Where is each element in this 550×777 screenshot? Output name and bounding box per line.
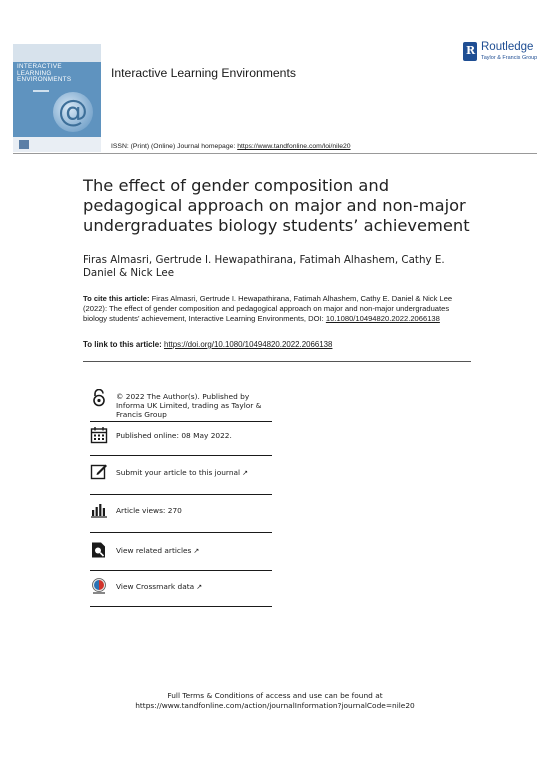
external-link-icon: ↗ <box>196 583 203 591</box>
info-divider <box>90 455 272 456</box>
publisher-subtitle: Taylor & Francis Group <box>481 55 538 61</box>
citation-block <box>83 294 471 324</box>
section-divider <box>83 361 471 362</box>
views-row <box>90 501 272 521</box>
link-label: To link to this article: <box>83 340 164 349</box>
footer-terms-link[interactable]: https://www.tandfonline.com/action/journalInformation?journalCode=nile20 <box>135 700 415 710</box>
edit-icon <box>90 462 108 480</box>
article-authors: Firas Almasri, Gertrude I. Hewapathirana, Fatimah Alhashem, Cathy E. Daniel & Nick Lee <box>83 254 445 279</box>
calendar-icon <box>90 426 108 444</box>
crossmark-row[interactable] <box>90 577 272 599</box>
crossmark-icon <box>90 577 108 595</box>
info-divider <box>90 494 272 495</box>
published-row <box>90 426 272 446</box>
at-symbol-graphic: @ <box>53 92 93 132</box>
copyright-text: © 2022 The Author(s). Published by Informa UK Limited, trading as Taylor & Francis Group <box>116 392 262 419</box>
document-search-icon <box>90 541 108 559</box>
header-divider <box>13 153 537 154</box>
published-date: Published online: 08 May 2022. <box>116 431 232 440</box>
open-access-row <box>90 389 272 421</box>
info-divider <box>90 421 272 422</box>
crossmark-link[interactable]: View Crossmark data <box>116 582 195 591</box>
citation-text: Firas Almasri, Gertrude I. Hewapathirana, Fatimah Alhashem, Cathy E. Daniel & Nick Lee (2022): The effect of gender composition and pedagogical approach on major and non-major undergraduates biology students’ achievement, Interactive Learning Environments, DOI: <box>83 294 453 323</box>
article-url-link[interactable]: https://doi.org/10.1080/10494820.2022.2066138 <box>163 340 333 349</box>
journal-title[interactable]: Interactive Learning Environments <box>111 66 296 80</box>
journal-homepage-link[interactable]: https://www.tandfonline.com/loi/nile20 <box>237 143 351 150</box>
issn-text: ISSN: (Print) (Online) Journal homepage: <box>111 143 238 150</box>
routledge-logo-icon: R <box>463 42 477 61</box>
external-link-icon: ↗ <box>193 547 200 555</box>
cover-publisher-logo <box>19 140 29 149</box>
bar-chart-icon <box>90 501 108 519</box>
related-articles-link[interactable]: View related articles <box>116 546 192 555</box>
doi-link[interactable]: 10.1080/10494820.2022.2066138 <box>325 314 440 323</box>
open-access-lock-icon <box>90 389 108 407</box>
citation-label: To cite this article: <box>83 294 150 303</box>
info-divider <box>90 532 272 533</box>
info-divider <box>90 606 272 607</box>
external-link-icon: ↗ <box>242 469 248 477</box>
article-views: Article views: 270 <box>116 506 182 515</box>
article-title: The effect of gender composition and pedagogical approach on major and non-major undergraduates biology students’ achievement <box>83 176 470 235</box>
routledge-logo <box>463 41 543 65</box>
related-row[interactable] <box>90 541 272 561</box>
footer-terms-text: Full Terms & Conditions of access and use can be found at <box>167 691 383 700</box>
cover-title: INTERACTIVE LEARNING ENVIRONMENTS <box>17 63 72 84</box>
submit-row[interactable] <box>90 462 272 482</box>
footer <box>60 691 490 710</box>
submit-article-link[interactable]: Submit your article to this journal <box>116 468 241 477</box>
publisher-name: Routledge <box>481 41 534 53</box>
article-link-line <box>83 340 473 349</box>
issn-line <box>111 143 351 150</box>
info-divider <box>90 570 272 571</box>
journal-cover-image <box>13 44 101 152</box>
